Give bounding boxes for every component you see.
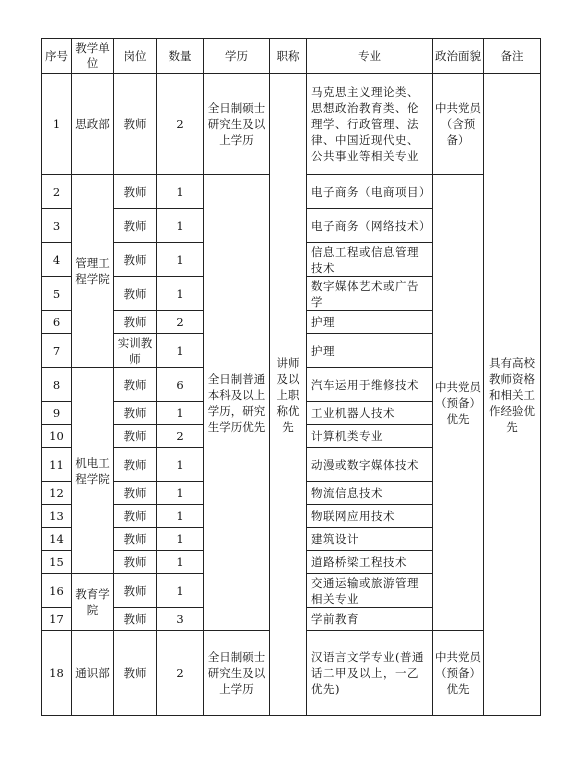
row-major: 电子商务（电商项目） [307, 175, 433, 209]
row-post: 教师 [114, 631, 157, 716]
political-requirement: 中共党员（预备）优先 [433, 631, 484, 716]
header-political: 政治面貌 [433, 39, 484, 74]
header-remark: 备注 [484, 39, 541, 74]
row-count: 1 [157, 334, 204, 368]
row-post: 教师 [114, 551, 157, 574]
row-major: 物联网应用技术 [307, 505, 433, 528]
row-count: 1 [157, 505, 204, 528]
row-count: 1 [157, 175, 204, 209]
row-major: 马克思主义理论类、思想政治教育类、伦理学、行政管理、法律、中国近现代史、公共事业等相关专业 [307, 74, 433, 175]
row-seq: 16 [42, 574, 72, 608]
row-seq: 1 [42, 74, 72, 175]
row-post: 教师 [114, 74, 157, 175]
row-post: 教师 [114, 368, 157, 402]
header-row [42, 39, 541, 74]
recruitment-table [41, 38, 541, 716]
row-seq: 4 [42, 243, 72, 277]
row-post: 教师 [114, 608, 157, 631]
row-major: 信息工程或信息管理技术 [307, 243, 433, 277]
row-post: 实训教师 [114, 334, 157, 368]
row-count: 1 [157, 277, 204, 311]
row-post: 教师 [114, 311, 157, 334]
row-seq: 11 [42, 448, 72, 482]
row-seq: 7 [42, 334, 72, 368]
row-post: 教师 [114, 175, 157, 209]
row-seq: 12 [42, 482, 72, 505]
row-count: 2 [157, 425, 204, 448]
header-title: 职称 [270, 39, 307, 74]
row-major: 学前教育 [307, 608, 433, 631]
row-unit: 教育学院 [72, 574, 114, 631]
education-requirement: 全日制硕士研究生及以上学历 [204, 631, 270, 716]
row-major: 计算机类专业 [307, 425, 433, 448]
row-post: 教师 [114, 448, 157, 482]
remark-cell: 具有高校教师资格和相关工作经验优先 [484, 74, 541, 716]
row-count: 2 [157, 631, 204, 716]
row-post: 教师 [114, 425, 157, 448]
row-unit: 机电工程学院 [72, 368, 114, 574]
row-seq: 9 [42, 402, 72, 425]
row-unit: 通识部 [72, 631, 114, 716]
row-major: 道路桥梁工程技术 [307, 551, 433, 574]
row-seq: 15 [42, 551, 72, 574]
row-count: 2 [157, 74, 204, 175]
header-post: 岗位 [114, 39, 157, 74]
row-count: 1 [157, 448, 204, 482]
row-count: 1 [157, 482, 204, 505]
row-seq: 18 [42, 631, 72, 716]
political-requirement: 中共党员（含预备） [433, 74, 484, 175]
row-unit: 思政部 [72, 74, 114, 175]
row-post: 教师 [114, 209, 157, 243]
row-post: 教师 [114, 243, 157, 277]
title-requirement: 讲师及以上职称优先 [270, 74, 307, 716]
header-education: 学历 [204, 39, 270, 74]
row-seq: 6 [42, 311, 72, 334]
row-post: 教师 [114, 528, 157, 551]
row-count: 1 [157, 243, 204, 277]
row-seq: 13 [42, 505, 72, 528]
row-major: 物流信息技术 [307, 482, 433, 505]
row-major: 动漫或数字媒体技术 [307, 448, 433, 482]
row-count: 1 [157, 528, 204, 551]
header-seq: 序号 [42, 39, 72, 74]
header-count: 数量 [157, 39, 204, 74]
political-requirement: 中共党员（预备）优先 [433, 175, 484, 631]
education-requirement: 全日制硕士研究生及以上学历 [204, 74, 270, 175]
row-seq: 2 [42, 175, 72, 209]
row-post: 教师 [114, 482, 157, 505]
row-count: 1 [157, 574, 204, 608]
row-major: 汉语言文学专业(普通话二甲及以上，一乙优先) [307, 631, 433, 716]
row-unit: 管理工程学院 [72, 175, 114, 368]
row-post: 教师 [114, 505, 157, 528]
row-count: 3 [157, 608, 204, 631]
row-seq: 3 [42, 209, 72, 243]
row-major: 护理 [307, 311, 433, 334]
row-post: 教师 [114, 277, 157, 311]
row-post: 教师 [114, 574, 157, 608]
header-major: 专业 [307, 39, 433, 74]
header-unit: 教学单位 [72, 39, 114, 74]
row-seq: 14 [42, 528, 72, 551]
row-major: 工业机器人技术 [307, 402, 433, 425]
row-post: 教师 [114, 402, 157, 425]
row-count: 6 [157, 368, 204, 402]
row-seq: 5 [42, 277, 72, 311]
row-count: 1 [157, 209, 204, 243]
table-row [42, 74, 541, 175]
row-major: 汽车运用于维修技术 [307, 368, 433, 402]
row-major: 数字媒体艺术或广告学 [307, 277, 433, 311]
row-major: 护理 [307, 334, 433, 368]
row-count: 1 [157, 402, 204, 425]
row-major: 电子商务（网络技术） [307, 209, 433, 243]
row-seq: 17 [42, 608, 72, 631]
row-major: 交通运输或旅游管理相关专业 [307, 574, 433, 608]
education-requirement: 全日制普通本科及以上学历，研究生学历优先 [204, 175, 270, 631]
row-count: 2 [157, 311, 204, 334]
row-count: 1 [157, 551, 204, 574]
row-seq: 8 [42, 368, 72, 402]
row-seq: 10 [42, 425, 72, 448]
row-major: 建筑设计 [307, 528, 433, 551]
